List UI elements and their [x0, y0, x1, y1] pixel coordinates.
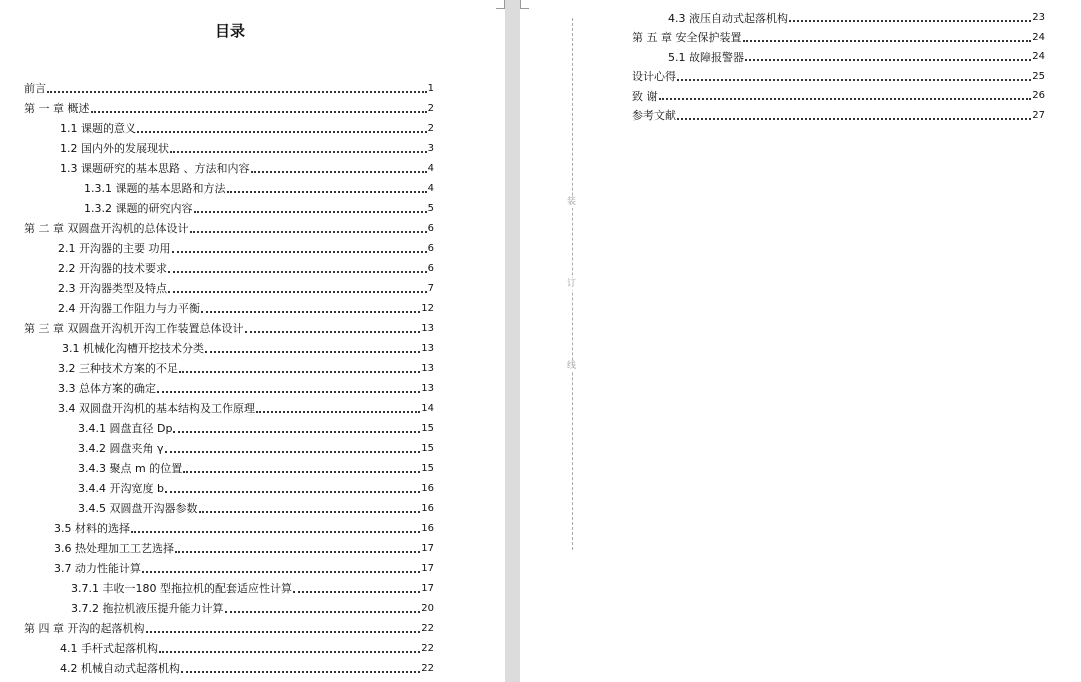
dot-leader: [91, 110, 427, 113]
toc-entry-page-number: 13: [421, 322, 434, 334]
toc-entry-label: 3.6 热处理加工工艺选择: [54, 542, 174, 555]
dot-leader: [745, 58, 1031, 61]
dot-leader: [173, 430, 420, 433]
dot-leader: [179, 370, 420, 373]
toc-entry-label: 致 谢: [632, 89, 658, 103]
dot-leader: [146, 630, 421, 633]
toc-entry: [24, 258, 434, 278]
toc-entry: [24, 78, 434, 98]
toc-entry: [24, 198, 434, 218]
toc-entry-label: 3.1 机械化沟槽开挖技术分类: [62, 342, 204, 355]
toc-entry-label: 3.7.1 丰收一180 型拖拉机的配套适应性计算: [71, 582, 292, 595]
toc-entry-label: 3.2 三种技术方案的不足: [58, 362, 178, 375]
toc-entry-label: 3.4.1 圆盘直径 Dp: [78, 422, 173, 435]
binding-mark-xian: 线: [567, 361, 577, 371]
toc-entry: [24, 218, 434, 238]
document-page-left: [0, 0, 505, 682]
toc-entry-label: 2.1 开沟器的主要 功用: [58, 242, 171, 255]
toc-entry: [24, 158, 434, 178]
toc-entry-page-number: 5: [427, 202, 434, 214]
dot-leader: [175, 550, 420, 553]
toc-entry-page-number: 15: [421, 422, 434, 434]
toc-entry-label: 第 五 章 安全保护装置: [632, 31, 742, 45]
toc-entry-page-number: 1: [427, 82, 434, 94]
page-corner-mark: [496, 0, 505, 9]
toc-entry-page-number: 24: [1032, 31, 1045, 43]
toc-entry: [632, 28, 1045, 48]
dot-leader: [194, 210, 427, 213]
toc-entry-page-number: 26: [1032, 90, 1045, 102]
toc-entry: [24, 558, 434, 578]
toc-entry-page-number: 22: [421, 622, 434, 634]
toc-entry-page-number: 12: [421, 302, 434, 314]
toc-entry-page-number: 4: [427, 162, 434, 174]
dot-leader: [293, 590, 420, 593]
dot-leader: [789, 19, 1031, 22]
toc-entry: [24, 418, 434, 438]
document-page-right: [520, 0, 1081, 682]
toc-entry-page-number: 24: [1032, 51, 1045, 63]
toc-entry-page-number: 22: [421, 662, 434, 674]
toc-entry-page-number: 23: [1032, 12, 1045, 24]
toc-entry-page-number: 17: [421, 542, 434, 554]
dot-leader: [205, 350, 420, 353]
toc-entry-page-number: 3: [427, 142, 434, 154]
toc-entry-label: 第 四 章 开沟的起落机构: [24, 622, 145, 635]
toc-entry-label: 3.4.2 圆盘夹角 γ: [78, 442, 164, 455]
toc-entry-label: 2.2 开沟器的技术要求: [58, 262, 167, 275]
toc-entry: [24, 178, 434, 198]
toc-title: 目录: [214, 22, 245, 40]
toc-entry-page-number: 6: [427, 222, 434, 234]
dot-leader: [659, 97, 1032, 100]
toc-entry-label: 第 二 章 双圆盘开沟机的总体设计: [24, 222, 189, 235]
toc-entry-label: 前言: [24, 82, 46, 95]
toc-entry-label: 3.4 双圆盘开沟机的基本结构及工作原理: [58, 402, 255, 415]
toc-entry: [24, 118, 434, 138]
toc-entry-page-number: 2: [427, 102, 434, 114]
toc-entry: [24, 618, 434, 638]
toc-entry-page-number: 6: [427, 242, 434, 254]
dot-leader: [225, 610, 421, 613]
toc-entry-label: 1.2 国内外的发展现状: [60, 142, 169, 155]
dot-leader: [251, 170, 427, 173]
toc-entry-label: 4.1 手杆式起落机构: [60, 642, 158, 655]
toc-entry: [632, 47, 1045, 67]
dot-leader: [677, 78, 1031, 81]
toc-entry-page-number: 20: [421, 602, 434, 614]
dot-leader: [201, 310, 420, 313]
dot-leader: [677, 117, 1031, 120]
toc-entry-label: 第 三 章 双圆盘开沟机开沟工作装置总体设计: [24, 322, 244, 335]
toc-entry-page-number: 13: [421, 342, 434, 354]
toc-entry: [24, 658, 434, 678]
toc-entry: [24, 238, 434, 258]
toc-entry-page-number: 7: [427, 282, 434, 294]
toc-entry: [632, 67, 1045, 87]
toc-list-left: [24, 78, 434, 678]
dot-leader: [168, 290, 427, 293]
page-gutter: [505, 0, 520, 682]
toc-entry: [24, 538, 434, 558]
toc-entry-page-number: 6: [427, 262, 434, 274]
dot-leader: [227, 190, 427, 193]
toc-entry: [24, 98, 434, 118]
toc-entry-page-number: 17: [421, 582, 434, 594]
toc-entry-page-number: 16: [421, 502, 434, 514]
toc-entry: [632, 106, 1045, 126]
toc-entry-page-number: 15: [421, 462, 434, 474]
dot-leader: [183, 470, 420, 473]
dot-leader: [170, 150, 427, 153]
dot-leader: [131, 530, 420, 533]
dot-leader: [159, 650, 420, 653]
toc-entry-label: 第 一 章 概述: [24, 102, 90, 115]
toc-entry-label: 1.3.2 课题的研究内容: [84, 202, 193, 215]
toc-entry-label: 3.7.2 拖拉机液压提升能力计算: [71, 602, 224, 615]
toc-entry: [24, 318, 434, 338]
toc-entry: [24, 578, 434, 598]
toc-entry-label: 设计心得: [632, 70, 676, 84]
toc-entry-page-number: 4: [427, 182, 434, 194]
toc-entry-label: 5.1 故障报警器: [668, 50, 744, 64]
toc-entry-label: 3.4.4 开沟宽度 b: [78, 482, 164, 495]
toc-entry-label: 4.3 液压自动式起落机构: [668, 11, 788, 25]
toc-entry-page-number: 13: [421, 382, 434, 394]
toc-entry: [24, 478, 434, 498]
dot-leader: [256, 410, 420, 413]
toc-entry-page-number: 2: [427, 122, 434, 134]
toc-entry: [632, 8, 1045, 28]
dot-leader: [199, 510, 421, 513]
toc-entry-label: 4.2 机械自动式起落机构: [60, 662, 180, 675]
toc-entry-page-number: 27: [1032, 109, 1045, 121]
toc-entry: [24, 518, 434, 538]
toc-entry-label: 1.3 课题研究的基本思路 、方法和内容: [60, 162, 250, 175]
dot-leader: [245, 330, 421, 333]
binding-mark-ding: 订: [567, 279, 577, 289]
toc-entry-label: 3.4.3 聚点 m 的位置: [78, 462, 183, 475]
toc-entry-page-number: 14: [421, 402, 434, 414]
dot-leader: [157, 390, 420, 393]
toc-entry: [24, 278, 434, 298]
toc-entry: [24, 378, 434, 398]
toc-entry-page-number: 16: [421, 522, 434, 534]
dot-leader: [165, 450, 421, 453]
toc-entry-page-number: 15: [421, 442, 434, 454]
dot-leader: [137, 130, 427, 133]
toc-entry-label: 1.3.1 课题的基本思路和方法: [84, 182, 226, 195]
toc-entry-label: 3.3 总体方案的确定: [58, 382, 156, 395]
dot-leader: [47, 90, 427, 93]
dot-leader: [165, 490, 420, 493]
toc-entry-page-number: 16: [421, 482, 434, 494]
toc-entry-label: 2.3 开沟器类型及特点: [58, 282, 167, 295]
toc-entry: [24, 338, 434, 358]
toc-entry-label: 3.4.5 双圆盘开沟器参数: [78, 502, 198, 515]
binding-mark-zhuang: 装: [567, 197, 577, 207]
dot-leader: [168, 270, 427, 273]
page-corner-mark: [520, 0, 529, 9]
dot-leader: [743, 39, 1032, 42]
toc-entry: [24, 498, 434, 518]
toc-entry: [24, 138, 434, 158]
toc-entry: [24, 638, 434, 658]
toc-entry-page-number: 25: [1032, 70, 1045, 82]
toc-entry-label: 3.7 动力性能计算: [54, 562, 141, 575]
toc-entry: [24, 398, 434, 418]
toc-entry-page-number: 17: [421, 562, 434, 574]
toc-entry: [24, 598, 434, 618]
dot-leader: [190, 230, 427, 233]
toc-list-right: [632, 8, 1045, 125]
toc-entry: [24, 298, 434, 318]
toc-entry-label: 2.4 开沟器工作阻力与力平衡: [58, 302, 200, 315]
dot-leader: [181, 670, 420, 673]
toc-entry: [24, 458, 434, 478]
toc-entry-label: 参考文献: [632, 109, 676, 123]
toc-entry-label: 3.5 材料的选择: [54, 522, 130, 535]
dot-leader: [172, 250, 427, 253]
toc-entry-page-number: 13: [421, 362, 434, 374]
toc-entry: [24, 358, 434, 378]
toc-entry: [24, 438, 434, 458]
toc-entry-page-number: 22: [421, 642, 434, 654]
toc-entry: [632, 86, 1045, 106]
toc-entry-label: 1.1 课题的意义: [60, 122, 136, 135]
dot-leader: [142, 570, 420, 573]
